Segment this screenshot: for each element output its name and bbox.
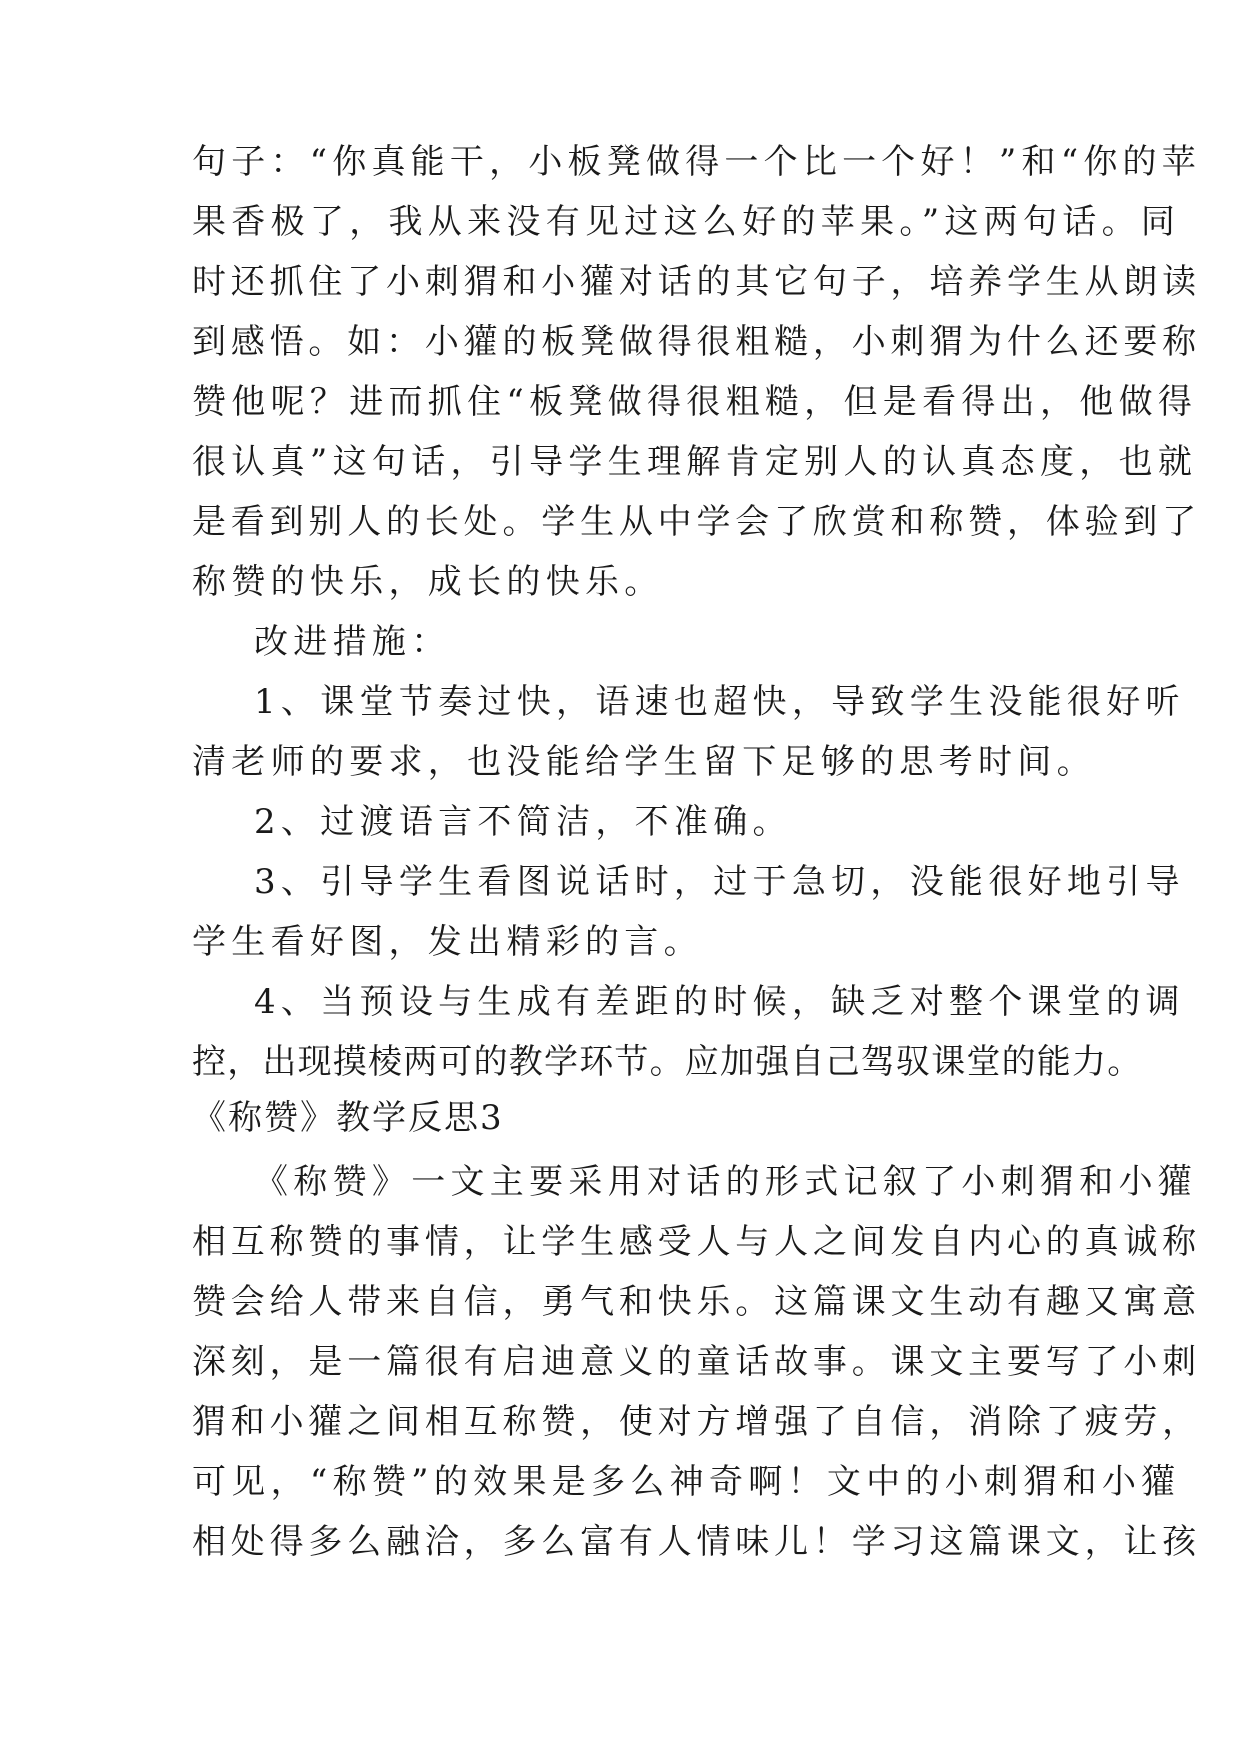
text-line: 1、课堂节奏过快，语速也超快，导致学生没能很好听 [254,682,1185,722]
text-line: 时还抓住了小刺猬和小獾对话的其它句子，培养学生从朗读 [192,262,1201,302]
text-line: 果香极了，我从来没有见过这么好的苹果。”这两句话。同 [192,202,1181,242]
text-line: 改进措施： [254,622,451,662]
text-line: 句子：“你真能干，小板凳做得一个比一个好！”和“你的苹 [192,142,1201,182]
text-line: 称赞的快乐，成长的快乐。 [192,562,664,602]
text-line: 到感悟。如：小獾的板凳做得很粗糙，小刺猬为什么还要称 [192,322,1201,362]
text-line: 相互称赞的事情，让学生感受人与人之间发自内心的真诚称 [192,1222,1201,1262]
section-heading: 《称赞》教学反思3 [192,1098,504,1138]
text-line: 3、引导学生看图说话时，过于急切，没能很好地引导 [254,862,1185,902]
text-line: 可见，“称赞”的效果是多么神奇啊！文中的小刺猬和小獾 [192,1462,1181,1502]
text-line: 控，出现摸棱两可的教学环节。应加强自己驾驭课堂的能力。 [192,1042,1143,1082]
text-line: 学生看好图，发出精彩的言。 [192,922,703,962]
text-line: 猬和小獾之间相互称赞，使对方增强了自信，消除了疲劳， [192,1402,1201,1442]
text-line: 很认真”这句话，引导学生理解肯定别人的认真态度，也就 [192,442,1198,482]
text-line: 2、过渡语言不简洁，不准确。 [254,802,792,842]
text-line: 《称赞》一文主要采用对话的形式记叙了小刺猬和小獾 [254,1162,1198,1202]
text-line: 赞会给人带来自信，勇气和快乐。这篇课文生动有趣又寓意 [192,1282,1201,1322]
text-line: 深刻，是一篇很有启迪意义的童话故事。课文主要写了小刺 [192,1342,1201,1382]
text-line: 相处得多么融洽，多么富有人情味儿！学习这篇课文，让孩 [192,1522,1201,1562]
text-line: 清老师的要求，也没能给学生留下足够的思考时间。 [192,742,1096,782]
text-line: 4、当预设与生成有差距的时候，缺乏对整个课堂的调 [254,982,1185,1022]
text-line: 是看到别人的长处。学生从中学会了欣赏和称赞，体验到了 [192,502,1201,542]
text-line: 赞他呢？进而抓住“板凳做得很粗糙，但是看得出，他做得 [192,382,1198,422]
